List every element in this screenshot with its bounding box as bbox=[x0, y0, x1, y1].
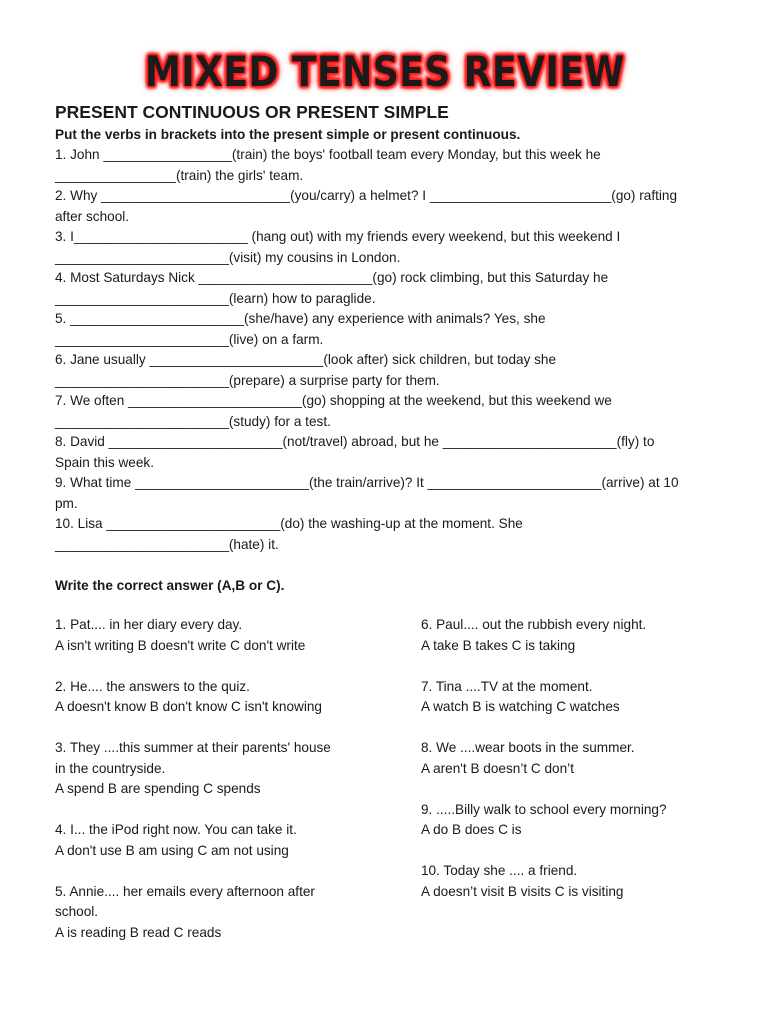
question-item bbox=[421, 738, 731, 779]
exercise1-instructions: Put the verbs in brackets into the present simple or present continuous. bbox=[55, 127, 521, 142]
question-item bbox=[421, 861, 731, 902]
exercise1-line: _______________________(live) on a farm. bbox=[55, 331, 324, 347]
answer-options: A is reading B read C reads bbox=[55, 924, 222, 940]
question-item bbox=[421, 615, 731, 656]
exercise1-line: _______________________(prepare) a surprise party for them. bbox=[55, 372, 440, 388]
answer-options: A don't use B am using C am not using bbox=[55, 842, 289, 858]
question-text: 10. Today she .... a friend. bbox=[421, 863, 578, 878]
exercise1-line: _______________________(learn) how to paraglide. bbox=[55, 290, 376, 306]
question-text: 5. Annie.... her emails every afternoon after bbox=[55, 883, 315, 899]
exercise1-line: Spain this week. bbox=[55, 454, 154, 470]
exercise1-line: 3. I_______________________ (hang out) with my friends every weekend, but this weekend I bbox=[55, 229, 621, 244]
exercise2-left-column bbox=[55, 615, 375, 964]
exercise1-line: 2. Why _________________________(you/carry) a helmet? I ________________________(go) rafting bbox=[55, 188, 678, 203]
exercise2-right-column bbox=[421, 615, 731, 923]
exercise1-line: after school. bbox=[55, 208, 130, 224]
question-text: 2. He.... the answers to the quiz. bbox=[55, 678, 250, 694]
exercise1-line: _______________________(hate) it. bbox=[55, 536, 279, 552]
question-item bbox=[55, 615, 375, 656]
question-item bbox=[55, 820, 375, 861]
question-text: 3. They ....this summer at their parents' house bbox=[55, 740, 331, 755]
answer-options: A watch B is watching C watches bbox=[421, 699, 620, 714]
question-item bbox=[421, 800, 731, 841]
exercise1-line: _______________________(study) for a test. bbox=[55, 413, 331, 429]
exercise1-line: _______________________(visit) my cousins in London. bbox=[55, 249, 401, 265]
exercise1-line: 6. Jane usually _______________________(look after) sick children, but today she bbox=[55, 352, 557, 367]
exercise1-line: 7. We often _______________________(go) shopping at the weekend, but this weekend we bbox=[55, 393, 612, 408]
exercise1-line: 5. _______________________(she/have) any experience with animals? Yes, she bbox=[55, 311, 546, 326]
question-item bbox=[55, 738, 375, 800]
worksheet-title: MIXED TENSES REVIEW bbox=[144, 47, 625, 96]
question-item bbox=[421, 677, 731, 718]
question-text: 4. I... the iPod right now. You can take it. bbox=[55, 822, 297, 837]
answer-options: A do B does C is bbox=[421, 822, 522, 837]
question-text: 6. Paul.... out the rubbish every night. bbox=[421, 617, 647, 632]
question-text: 1. Pat.... in her diary every day. bbox=[55, 617, 243, 632]
question-text: 9. .....Billy walk to school every morning? bbox=[421, 801, 667, 817]
answer-options: A doesn’t visit B visits C is visiting bbox=[421, 883, 624, 899]
answer-options: A isn't writing B doesn't write C don't write bbox=[55, 637, 306, 653]
exercise1-line: 9. What time _______________________(the train/arrive)? It _______________________(arrive) at 10 bbox=[55, 475, 679, 490]
answer-options: A doesn't know B don't know C isn't knowing bbox=[55, 699, 322, 714]
exercise1-line: 8. David _______________________(not/travel) abroad, but he _______________________(fly) to bbox=[55, 434, 655, 449]
exercise1-line: 10. Lisa _______________________(do) the washing-up at the moment. She bbox=[55, 516, 523, 531]
exercise2-instructions: Write the correct answer (A,B or C). bbox=[55, 578, 285, 593]
exercise1-line: 4. Most Saturdays Nick _______________________(go) rock climbing, but this Saturday he bbox=[55, 270, 609, 285]
exercise1-line: ________________(train) the girls' team. bbox=[55, 167, 304, 183]
answer-options: A aren't B doesn’t C don’t bbox=[421, 760, 574, 776]
question-item bbox=[55, 677, 375, 718]
section-heading: PRESENT CONTINUOUS OR PRESENT SIMPLE bbox=[55, 102, 449, 122]
question-text: in the countryside. bbox=[55, 760, 166, 776]
question-item bbox=[55, 882, 375, 944]
exercise1-line: 1. John _________________(train) the boys' football team every Monday, but this week he bbox=[55, 147, 601, 162]
exercise1-line: pm. bbox=[55, 495, 78, 511]
question-text: 8. We ....wear boots in the summer. bbox=[421, 740, 635, 755]
question-text: 7. Tina ....TV at the moment. bbox=[421, 678, 593, 694]
exercise1-list bbox=[55, 145, 720, 555]
answer-options: A take B takes C is taking bbox=[421, 637, 576, 653]
answer-options: A spend B are spending C spends bbox=[55, 781, 261, 796]
question-text: school. bbox=[55, 904, 99, 919]
